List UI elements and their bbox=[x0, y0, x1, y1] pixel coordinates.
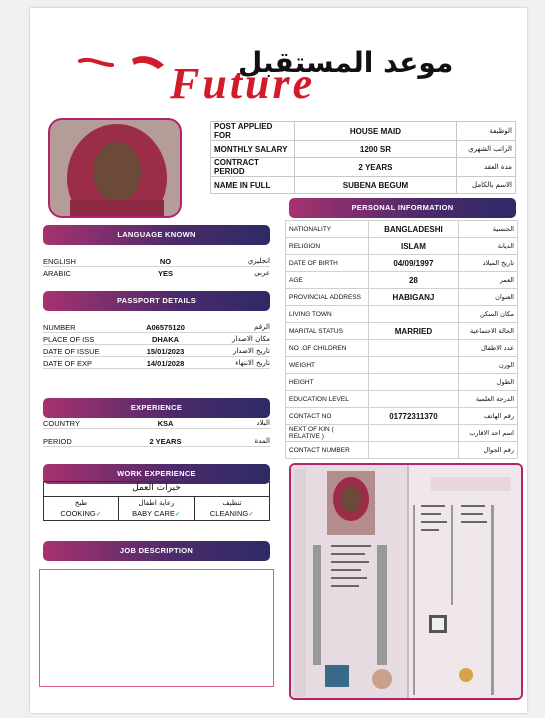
personal-label: MARITAL STATUS bbox=[286, 323, 369, 340]
header-arabic: الوظيفة bbox=[457, 122, 516, 141]
header-label: MONTHLY SALARY bbox=[211, 141, 295, 158]
language-value: YES bbox=[157, 269, 173, 278]
header-arabic: الاسم بالكامل bbox=[457, 177, 516, 194]
personal-label: WEIGHT bbox=[286, 357, 369, 374]
table-row bbox=[211, 177, 516, 194]
language-bar: LANGUAGE KNOWN bbox=[43, 225, 270, 245]
personal-arabic: الديانة bbox=[459, 238, 518, 255]
personal-info-bar: PERSONAL INFORMATION bbox=[289, 198, 516, 218]
header-value: SUBENA BEGUM bbox=[294, 177, 456, 194]
work-skill-label: CLEANING bbox=[209, 509, 249, 518]
header-value: 2 YEARS bbox=[294, 158, 456, 177]
passport-arabic: الرقم bbox=[254, 323, 270, 331]
logo-english: Future bbox=[170, 59, 316, 108]
personal-arabic: الدرجة العلمية bbox=[459, 391, 518, 408]
personal-label: NO .OF CHILDREN bbox=[286, 340, 369, 357]
personal-value bbox=[368, 306, 459, 323]
logo-arabic: موعد المستقبل bbox=[238, 46, 454, 79]
experience-section bbox=[43, 418, 270, 448]
personal-arabic: رقم الجوال bbox=[459, 442, 518, 459]
experience-bar: EXPERIENCE bbox=[43, 398, 270, 418]
list-item bbox=[43, 346, 270, 357]
header-value: HOUSE MAID bbox=[294, 122, 456, 141]
passport-bar: PASSPORT DETAILS bbox=[43, 291, 270, 311]
personal-label: RELIGION bbox=[286, 238, 369, 255]
personal-value bbox=[368, 442, 459, 459]
personal-value: MARRIED bbox=[368, 323, 459, 340]
work-skill-cleaning bbox=[195, 496, 269, 521]
personal-label: CONTACT NUMBER bbox=[286, 442, 369, 459]
experience-value: 2 YEARS bbox=[149, 437, 182, 446]
work-skill-arabic: تنظيف bbox=[222, 499, 242, 507]
personal-value: 04/09/1997 bbox=[368, 255, 459, 272]
table-row bbox=[286, 408, 518, 425]
list-item bbox=[43, 322, 270, 333]
passport-label: PLACE OF ISS bbox=[43, 335, 95, 344]
personal-arabic: اسم احد الاقارب bbox=[459, 425, 518, 442]
table-row bbox=[286, 306, 518, 323]
passport-value: 15/01/2023 bbox=[146, 347, 185, 356]
list-item bbox=[43, 334, 270, 345]
passport-arabic: مكان الاصدار bbox=[232, 335, 270, 343]
work-skill-arabic: رعاية اطفال bbox=[138, 499, 175, 507]
passport-arabic: تاريخ الانتهاء bbox=[235, 359, 270, 367]
work-skill-cooking bbox=[44, 496, 119, 521]
personal-arabic: العمر bbox=[459, 272, 518, 289]
language-value: NO bbox=[159, 257, 172, 266]
personal-value: BANGLADESHI bbox=[368, 221, 459, 238]
language-arabic: عربي bbox=[254, 269, 270, 277]
language-section bbox=[43, 256, 270, 280]
table-row bbox=[286, 238, 518, 255]
passport-label: NUMBER bbox=[43, 323, 76, 332]
list-item bbox=[43, 418, 270, 429]
personal-arabic: الطول bbox=[459, 374, 518, 391]
table-row bbox=[211, 122, 516, 141]
passport-arabic: تاريخ الاصدار bbox=[232, 347, 270, 355]
personal-arabic: الوزن bbox=[459, 357, 518, 374]
personal-value bbox=[368, 391, 459, 408]
table-row bbox=[211, 158, 516, 177]
personal-info-table bbox=[285, 220, 518, 459]
passport-label: DATE OF EXP bbox=[43, 359, 93, 368]
personal-arabic: رقم الهاتف bbox=[459, 408, 518, 425]
personal-value bbox=[368, 340, 459, 357]
work-experience-box bbox=[43, 481, 270, 521]
passport-value: A06575120 bbox=[146, 323, 185, 332]
checkmark-icon: ✓ bbox=[174, 511, 181, 518]
work-skill-arabic: طبخ bbox=[74, 499, 88, 507]
personal-arabic: عدد الاطفال bbox=[459, 340, 518, 357]
passport-label: DATE OF ISSUE bbox=[43, 347, 100, 356]
personal-value bbox=[368, 425, 459, 442]
table-row bbox=[286, 255, 518, 272]
table-row bbox=[286, 374, 518, 391]
language-arabic: انجليزي bbox=[247, 257, 270, 265]
passport-scan-image bbox=[289, 463, 523, 700]
personal-arabic: مكان السكن bbox=[459, 306, 518, 323]
work-experience-bar: WORK EXPERIENCE bbox=[43, 464, 270, 484]
personal-label: AGE bbox=[286, 272, 369, 289]
table-row bbox=[286, 391, 518, 408]
passport-value: 14/01/2028 bbox=[146, 359, 185, 368]
personal-label: PROVINCIAL ADDRESS bbox=[286, 289, 369, 306]
experience-value: KSA bbox=[157, 419, 174, 428]
personal-arabic: العنوان bbox=[459, 289, 518, 306]
table-row bbox=[286, 221, 518, 238]
table-row bbox=[286, 272, 518, 289]
experience-label: COUNTRY bbox=[43, 419, 80, 428]
list-item bbox=[43, 436, 270, 447]
checkmark-icon: ✓ bbox=[95, 511, 102, 518]
header-label: NAME IN FULL bbox=[211, 177, 295, 194]
list-item bbox=[43, 256, 270, 267]
job-description-bar: JOB DESCRIPTION bbox=[43, 541, 270, 561]
personal-label: NATIONALITY bbox=[286, 221, 369, 238]
header-label: POST APPLIED FOR bbox=[211, 122, 295, 141]
list-item bbox=[43, 268, 270, 279]
work-skill-baby-care bbox=[119, 496, 195, 521]
passport-section bbox=[43, 322, 270, 370]
header-label: CONTRACT PERIOD bbox=[211, 158, 295, 177]
language-label: ARABIC bbox=[43, 269, 71, 278]
personal-label: DATE OF BIRTH bbox=[286, 255, 369, 272]
work-arabic-title: خبرات العمل bbox=[132, 483, 181, 493]
work-skill-label: BABY CARE bbox=[132, 509, 175, 518]
personal-value: ISLAM bbox=[368, 238, 459, 255]
table-row bbox=[286, 442, 518, 459]
header-arabic: الراتب الشهري bbox=[457, 141, 516, 158]
header-arabic: مدة العقد bbox=[457, 158, 516, 177]
personal-label: EDUCATION LEVEL bbox=[286, 391, 369, 408]
personal-value: HABIGANJ bbox=[368, 289, 459, 306]
applicant-photo bbox=[48, 118, 182, 218]
personal-label: CONTACT NO bbox=[286, 408, 369, 425]
table-row bbox=[286, 289, 518, 306]
language-label: ENGLISH bbox=[43, 257, 76, 266]
table-row bbox=[286, 425, 518, 442]
list-item bbox=[43, 358, 270, 369]
experience-label: PERIOD bbox=[43, 437, 72, 446]
logo-swoosh-icon bbox=[78, 55, 168, 79]
personal-arabic: الجنسية bbox=[459, 221, 518, 238]
personal-value bbox=[368, 374, 459, 391]
personal-label: LIVING TOWN bbox=[286, 306, 369, 323]
personal-value: 28 bbox=[368, 272, 459, 289]
header-value: 1200 SR bbox=[294, 141, 456, 158]
experience-arabic: المدة bbox=[254, 437, 270, 445]
personal-value bbox=[368, 357, 459, 374]
table-row bbox=[211, 141, 516, 158]
job-description-box bbox=[39, 569, 274, 687]
table-row bbox=[286, 357, 518, 374]
work-skill-label: COOKING bbox=[60, 509, 96, 518]
personal-arabic: تاريخ الميلاد bbox=[459, 255, 518, 272]
experience-arabic: البلاد bbox=[256, 419, 270, 427]
personal-value: 01772311370 bbox=[368, 408, 459, 425]
personal-arabic: الحالة الاجتماعية bbox=[459, 323, 518, 340]
table-row bbox=[286, 340, 518, 357]
personal-label: NEXT OF KIN ( RELATIVE ) bbox=[286, 425, 369, 442]
checkmark-icon: ✓ bbox=[248, 511, 255, 518]
personal-label: HEIGHT bbox=[286, 374, 369, 391]
passport-value: DHAKA bbox=[151, 335, 180, 344]
table-row bbox=[286, 323, 518, 340]
header-table bbox=[210, 121, 516, 194]
